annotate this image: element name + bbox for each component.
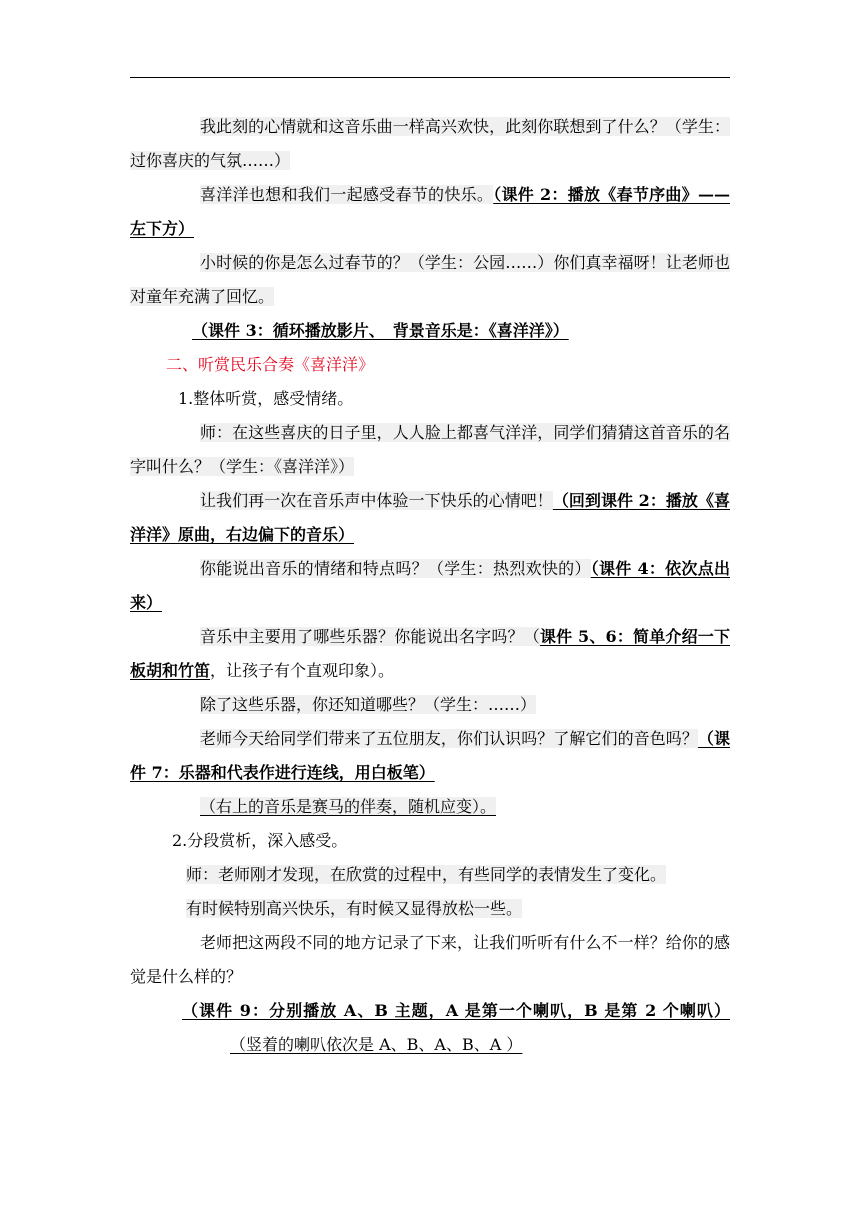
paragraph: 小时候的你是怎么过春节的？（学生：公园……）你们真幸福呀！让老师也对童年充满了回忆。 (130, 253, 730, 306)
paragraph: 我此刻的心情就和这音乐曲一样高兴欢快，此刻你联想到了什么？（学生：过你喜庆的气氛……） (130, 117, 730, 170)
paragraph: 老师今天给同学们带来了五位朋友，你们认识吗？了解它们的音色吗？（课件 7：乐器和代表作进行连线，用白板笔） (130, 729, 730, 782)
paragraph: （课件 9：分别播放 A、B 主题，A 是第一个喇叭，B 是第 2 个喇叭）（竖着的喇叭依次是 A、B、A、B、A ） (182, 1001, 730, 1054)
courseware-note: （回到课件 2：播放《喜洋洋》原曲，右边偏下的音乐） (130, 491, 730, 544)
courseware-note: （课件 7：乐器和代表作进行连线，用白板笔） (130, 729, 730, 782)
paragraph: 除了这些乐器，你还知道哪些？（学生：……） (200, 695, 537, 714)
paragraph: 让我们再一次在音乐声中体验一下快乐的心情吧！（回到课件 2：播放《喜洋洋》原曲，右边偏下的音乐） (130, 491, 730, 544)
courseware-note: （课件 9：分别播放 A、B 主题，A 是第一个喇叭，B 是第 2 个喇叭） (182, 1001, 730, 1020)
courseware-note: （课件 2：播放《春节序曲》——左下方） (130, 185, 730, 238)
paragraph: 师：老师刚才发现，在欣赏的过程中，有些同学的表情发生了变化。 (186, 865, 667, 884)
paragraph: （右上的音乐是赛马的伴奏，随机应变）。 (200, 797, 497, 816)
list-item: 2.分段赏析，深入感受。 (172, 831, 348, 850)
paragraph: 老师把这两段不同的地方记录了下来，让我们听听有什么不一样？给你的感觉是什么样的？ (130, 933, 730, 986)
paragraph: 你能说出音乐的情绪和特点吗？（学生：热烈欢快的）（课件 4：依次点出来） (130, 559, 730, 612)
header-rule (130, 77, 730, 78)
paragraph: 师：在这些喜庆的日子里，人人脸上都喜气洋洋，同学们猜猜这首音乐的名字叫什么？（学生：《喜洋洋》） (130, 423, 730, 476)
paragraph: 有时候特别高兴快乐，有时候又显得放松一些。 (186, 899, 523, 918)
paragraph (130, 314, 730, 348)
section-heading: 二、听赏民乐合奏《喜洋洋》 (166, 355, 375, 374)
document-body (130, 110, 730, 1062)
paragraph: 音乐中主要用了哪些乐器？你能说出名字吗？（课件 5、6：简单介绍一下板胡和竹笛，让孩子有个直观印象）。 (130, 627, 730, 680)
courseware-note: （课件 4：依次点出来） (130, 559, 730, 612)
courseware-note: 课件 5、6：简单介绍一下板胡和竹笛 (130, 627, 730, 680)
list-item: 1.整体听赏，感受情绪。 (178, 389, 354, 408)
paragraph: 喜洋洋也想和我们一起感受春节的快乐。（课件 2：播放《春节序曲》——左下方） (130, 185, 730, 238)
courseware-note: （课件 3：循环播放影片、 背景音乐是：《喜洋洋》） (192, 321, 569, 340)
